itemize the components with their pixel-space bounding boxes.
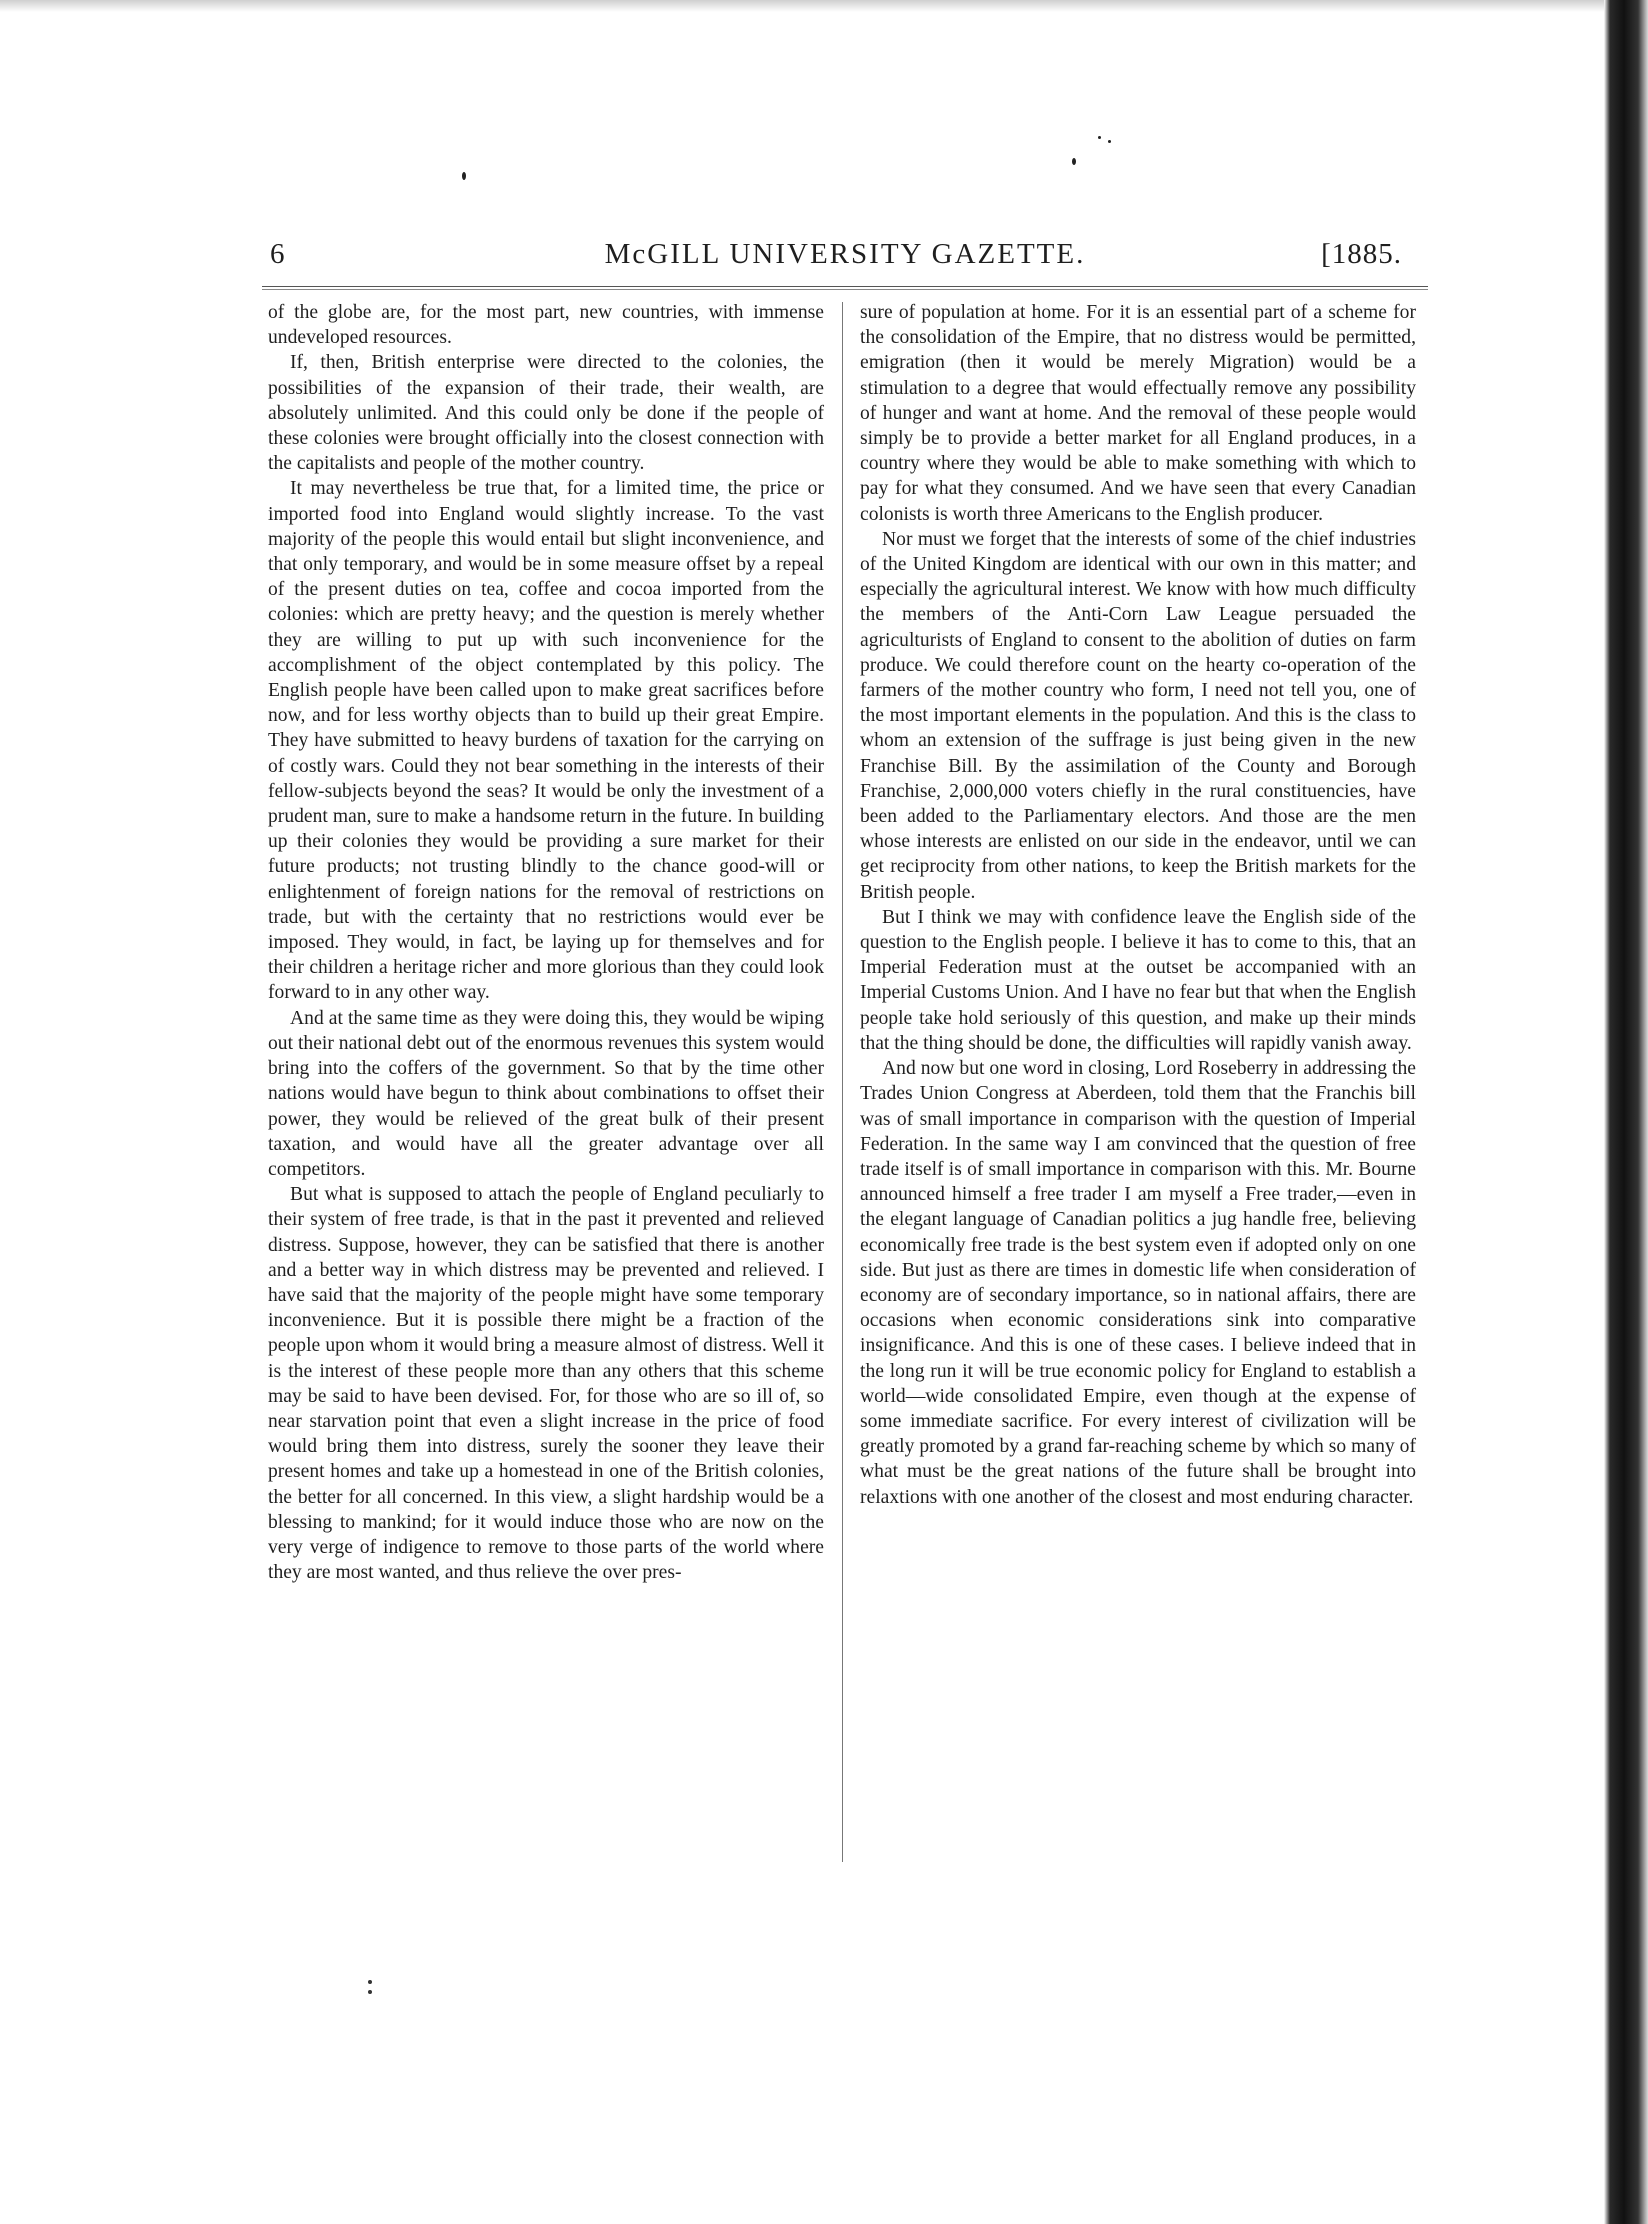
gazette-page — [262, 232, 1428, 2002]
ink-speck — [1108, 140, 1111, 143]
ink-speck — [1072, 158, 1076, 165]
paragraph: But what is supposed to attach the people of England peculiarly to their system of free trade, is that in the past it prevented and relieved distress. Suppose, however, they can be satisfied that there is another and a better way in which distress may be prevented and relieved. I have said that the majority of the people might have some temporary inconvenience. But it is possible there might be a fraction of the people upon whom it would bring a measure almost of distress. Well it is the interest of these people more than any others that this scheme may be said to have been devised. For, for those who are so ill of, so near starvation point that even a slight increase in the price of food would bring them into distress, surely the sooner they leave their present homes and take up a homestead in one of the British colonies, the better for all concerned. In this view, a slight hardship would be a blessing to mankind; for it would induce those who are now on the very verge of indigence to remove to those parts of the world where they are most wanted, and thus relieve the over pres- — [268, 1184, 824, 1584]
paragraph: But I think we may with confidence leave the English side of the question to the English people. I believe it has to come to this, that an Imperial Federation must at the outset be accompanied with an Imperial Customs Union. And I have no fear but that when the English people take hold seriously of this question, and make up their minds that the thing should be done, the difficulties will rapidly vanish away. — [860, 906, 1416, 1054]
paragraph: sure of population at home. For it is an essential part of a scheme for the consolidation of the Empire, that no distress would be permitted, emigration (then it would be merely Migration) would be a stimulation to a degree that would effectually remove any possibility of hunger and want at home. And the removal of these people would simply be to provide a better market for all England produces, in a country where they would be able to make something with which to pay for what they consumed. And we have seen that every Canadian colonists is worth three Americans to the English producer. — [860, 302, 1416, 525]
running-head — [262, 232, 1428, 276]
paragraph: of the globe are, for the most part, new countries, with immense undeveloped resources. — [268, 302, 824, 349]
issue-year: [1885. — [1321, 238, 1402, 270]
left-column — [268, 300, 824, 1585]
paragraph: Nor must we forget that the interests of some of the chief industries of the United Kingdom are identical with our own in this matter; and especially the agricultural interest. We know with how much difficulty the members of the Anti-Corn Law League persuaded the agriculturists of England to consent to the abolition of duties on farm produce. We could therefore count on the hearty co-operation of the farmers of the mother country who form, I need not tell you, one of the most important elements in the population. And this is the class to whom an extension of the suffrage is just being given in the new Franchise Bill. By the assimilation of the County and Borough Franchise, 2,000,000 voters chiefly in the rural constituencies, have been added to the Parliamentary electors. And those are the men whose interests are enlisted on our side in the endeavor, until we can get reciprocity from other nations, to keep the British markets for the British people. — [860, 528, 1416, 903]
ink-speck — [368, 1980, 372, 1984]
ink-speck — [462, 172, 466, 180]
column-rule — [842, 302, 843, 1862]
paragraph: It may nevertheless be true that, for a limited time, the price or imported food into England would slightly increase. To the vast majority of the people this would entail but slight inconvenience, and that only temporary, and would be in some measure offset by a repeal of the present duties on tea, coffee and cocoa imported from the colonies: which are pretty heavy; and the question is merely whether they are willing to put up with such inconvenience for the accomplishment of the object contemplated by this policy. The English people have been called upon to make great sacrifices before now, and for less worthy objects than to build up their great Empire. They have submitted to heavy burdens of taxation for the carrying on of costly wars. Could they not bear something in the interests of their fellow-subjects beyond the seas? It would be only the investment of a prudent man, sure to make a handsome return in the future. In building up their colonies they would be providing a sure market for their future products; not trusting blindly to the chance good-will or enlightenment of foreign nations for the removal of restrictions on trade, but with the certainty that no restrictions would ever be imposed. They would, in fact, be laying up for themselves and for their children a heritage richer and more glorious than they could look forward to in any other way. — [268, 478, 824, 1004]
paragraph: If, then, British enterprise were directed to the colonies, the possibilities of the expansion of their trade, their wealth, are absolutely unlimited. And this could only be done if the people of these colonies were brought officially into the closest connection with the capitalists and people of the mother country. — [268, 352, 824, 475]
paragraph: And at the same time as they were doing this, they would be wiping out their national debt out of the enormous revenues this system would bring into the coffers of the government. So that by the time other nations would have begun to think about combinations to offset their power, they would be relieved of the great bulk of their present taxation, and would have all the greater advantage over all competitors. — [268, 1007, 824, 1180]
header-rule — [262, 286, 1428, 290]
ink-speck — [368, 1990, 372, 1994]
paragraph: And now but one word in closing, Lord Roseberry in addressing the Trades Union Congress at Aberdeen, told them that the Franchis bill was of small importance in comparison with the question of Imperial Federation. In the same way I am convinced that the question of free trade itself is of small importance in comparison with this. Mr. Bourne announced himself a free trader I am myself a Free trader,—even in the elegant language of Canadian politics a jug handle free, believing economically free trade is the best system even if adopted only on one side. But just as there are times in domestic life when consideration of economy are of secondary importance, so in national affairs, there are occasions when economic considerations sink into comparative insignificance. And this is one of these cases. I believe indeed that in the long run it will be true economic policy for England to establish a world—wide consolidated Empire, even though at the expense of some immediate sacrifice. For every interest of civilization will be greatly promoted by a grand far-reaching scheme by which so many of what must be the great nations of the future shall be brought into relaxtions with one another of the closest and most enduring character. — [860, 1058, 1416, 1508]
journal-title: McGILL UNIVERSITY GAZETTE. — [604, 238, 1086, 270]
scan-binding-shadow — [1604, 0, 1648, 2224]
right-column — [860, 300, 1416, 1510]
scan-top-edge — [0, 0, 1604, 12]
page-number: 6 — [270, 238, 286, 270]
ink-speck — [1098, 136, 1101, 139]
